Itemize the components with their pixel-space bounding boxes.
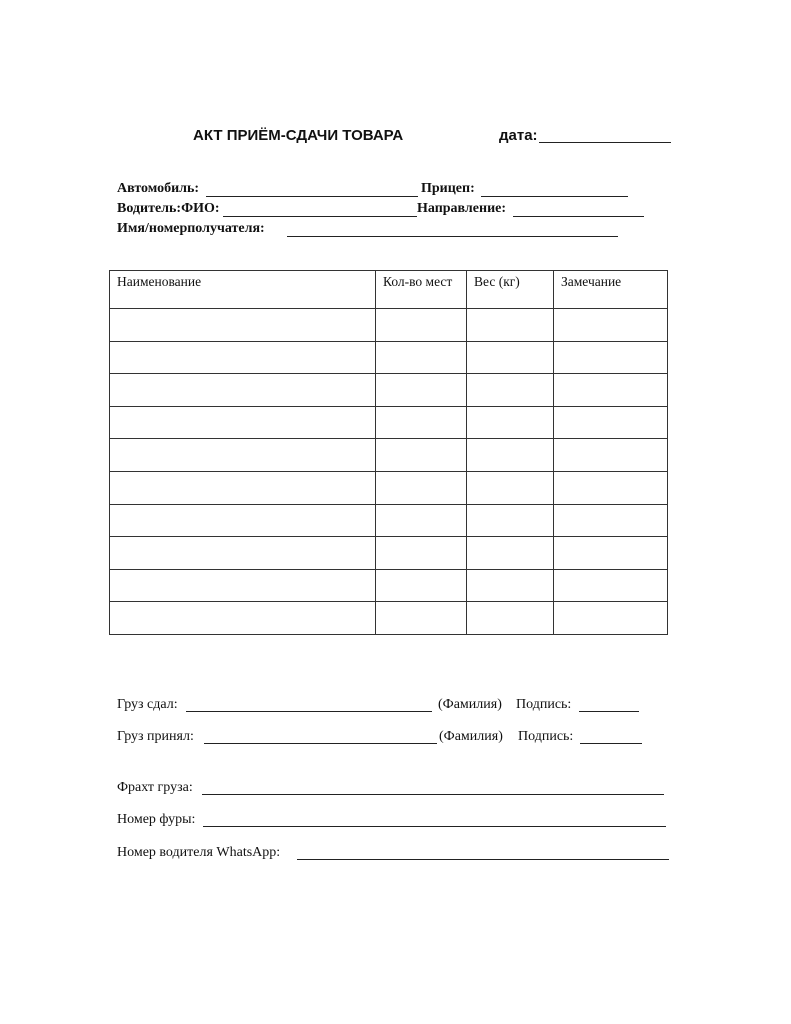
driver-whatsapp-field[interactable] (297, 859, 669, 860)
table-cell[interactable] (110, 374, 376, 407)
table-row (110, 602, 668, 635)
table-cell[interactable] (376, 406, 467, 439)
freight-label: Фрахт груза: (117, 780, 193, 795)
table-cell[interactable] (467, 471, 554, 504)
column-header-remark: Замечание (554, 271, 668, 309)
table-cell[interactable] (376, 341, 467, 374)
cargo-received-surname-field[interactable] (204, 743, 437, 744)
table-cell[interactable] (110, 309, 376, 342)
cargo-given-surname-note: (Фамилия) (438, 697, 502, 712)
cargo-given-label: Груз сдал: (117, 697, 178, 712)
table-cell[interactable] (376, 504, 467, 537)
table-row (110, 504, 668, 537)
table-cell[interactable] (467, 341, 554, 374)
table-cell[interactable] (467, 537, 554, 570)
table-cell[interactable] (110, 439, 376, 472)
table-row (110, 374, 668, 407)
car-label: Автомобиль: (117, 181, 200, 196)
table-cell[interactable] (467, 602, 554, 635)
column-header-weight: Вес (кг) (467, 271, 554, 309)
table-cell[interactable] (110, 406, 376, 439)
table-header-row (110, 271, 668, 309)
table-cell[interactable] (110, 569, 376, 602)
cargo-given-signature-label: Подпись: (516, 697, 572, 712)
recipient-label: Имя/номерполучателя: (117, 221, 265, 236)
table-cell[interactable] (554, 471, 668, 504)
driver-whatsapp-label: Номер водителя WhatsApp: (117, 845, 281, 860)
freight-field[interactable] (202, 794, 664, 795)
table-cell[interactable] (376, 374, 467, 407)
column-header-name: Наименование (110, 271, 376, 309)
cargo-received-label: Груз принял: (117, 729, 194, 744)
table-cell[interactable] (110, 602, 376, 635)
goods-table (109, 270, 668, 635)
date-label: дата: (499, 127, 538, 144)
car-field[interactable] (206, 196, 418, 197)
table-cell[interactable] (554, 341, 668, 374)
table-cell[interactable] (467, 309, 554, 342)
table-cell[interactable] (554, 374, 668, 407)
table-cell[interactable] (376, 602, 467, 635)
driver-field[interactable] (223, 216, 417, 217)
table-row (110, 341, 668, 374)
date-field[interactable] (539, 142, 671, 143)
cargo-received-surname-note: (Фамилия) (439, 729, 503, 744)
table-row (110, 309, 668, 342)
table-cell[interactable] (554, 309, 668, 342)
table-cell[interactable] (467, 569, 554, 602)
table-cell[interactable] (554, 439, 668, 472)
cargo-received-signature-label: Подпись: (518, 729, 574, 744)
table-cell[interactable] (110, 537, 376, 570)
table-cell[interactable] (376, 471, 467, 504)
table-cell[interactable] (376, 537, 467, 570)
recipient-field[interactable] (287, 236, 618, 237)
truck-number-label: Номер фуры: (117, 812, 196, 827)
table-cell[interactable] (467, 504, 554, 537)
direction-label: Направление: (417, 201, 507, 216)
column-header-places: Кол-во мест (376, 271, 467, 309)
table-cell[interactable] (467, 374, 554, 407)
table-row (110, 537, 668, 570)
driver-label: Водитель:ФИО: (117, 201, 220, 216)
table-cell[interactable] (554, 504, 668, 537)
table-row (110, 439, 668, 472)
table-cell[interactable] (110, 471, 376, 504)
table-cell[interactable] (376, 569, 467, 602)
table-cell[interactable] (467, 406, 554, 439)
truck-number-field[interactable] (203, 826, 666, 827)
table-cell[interactable] (376, 309, 467, 342)
table-cell[interactable] (110, 504, 376, 537)
cargo-received-signature-field[interactable] (580, 743, 642, 744)
table-cell[interactable] (554, 602, 668, 635)
table-cell[interactable] (554, 537, 668, 570)
table-cell[interactable] (554, 569, 668, 602)
cargo-given-surname-field[interactable] (186, 711, 432, 712)
table-row (110, 569, 668, 602)
direction-field[interactable] (513, 216, 644, 217)
table-row (110, 471, 668, 504)
table-cell[interactable] (110, 341, 376, 374)
table-row (110, 406, 668, 439)
table-cell[interactable] (467, 439, 554, 472)
trailer-label: Прицеп: (421, 181, 475, 196)
cargo-given-signature-field[interactable] (579, 711, 639, 712)
table-cell[interactable] (376, 439, 467, 472)
trailer-field[interactable] (481, 196, 628, 197)
table-cell[interactable] (554, 406, 668, 439)
document-title: АКТ ПРИЁМ-СДАЧИ ТОВАРА (193, 127, 404, 144)
